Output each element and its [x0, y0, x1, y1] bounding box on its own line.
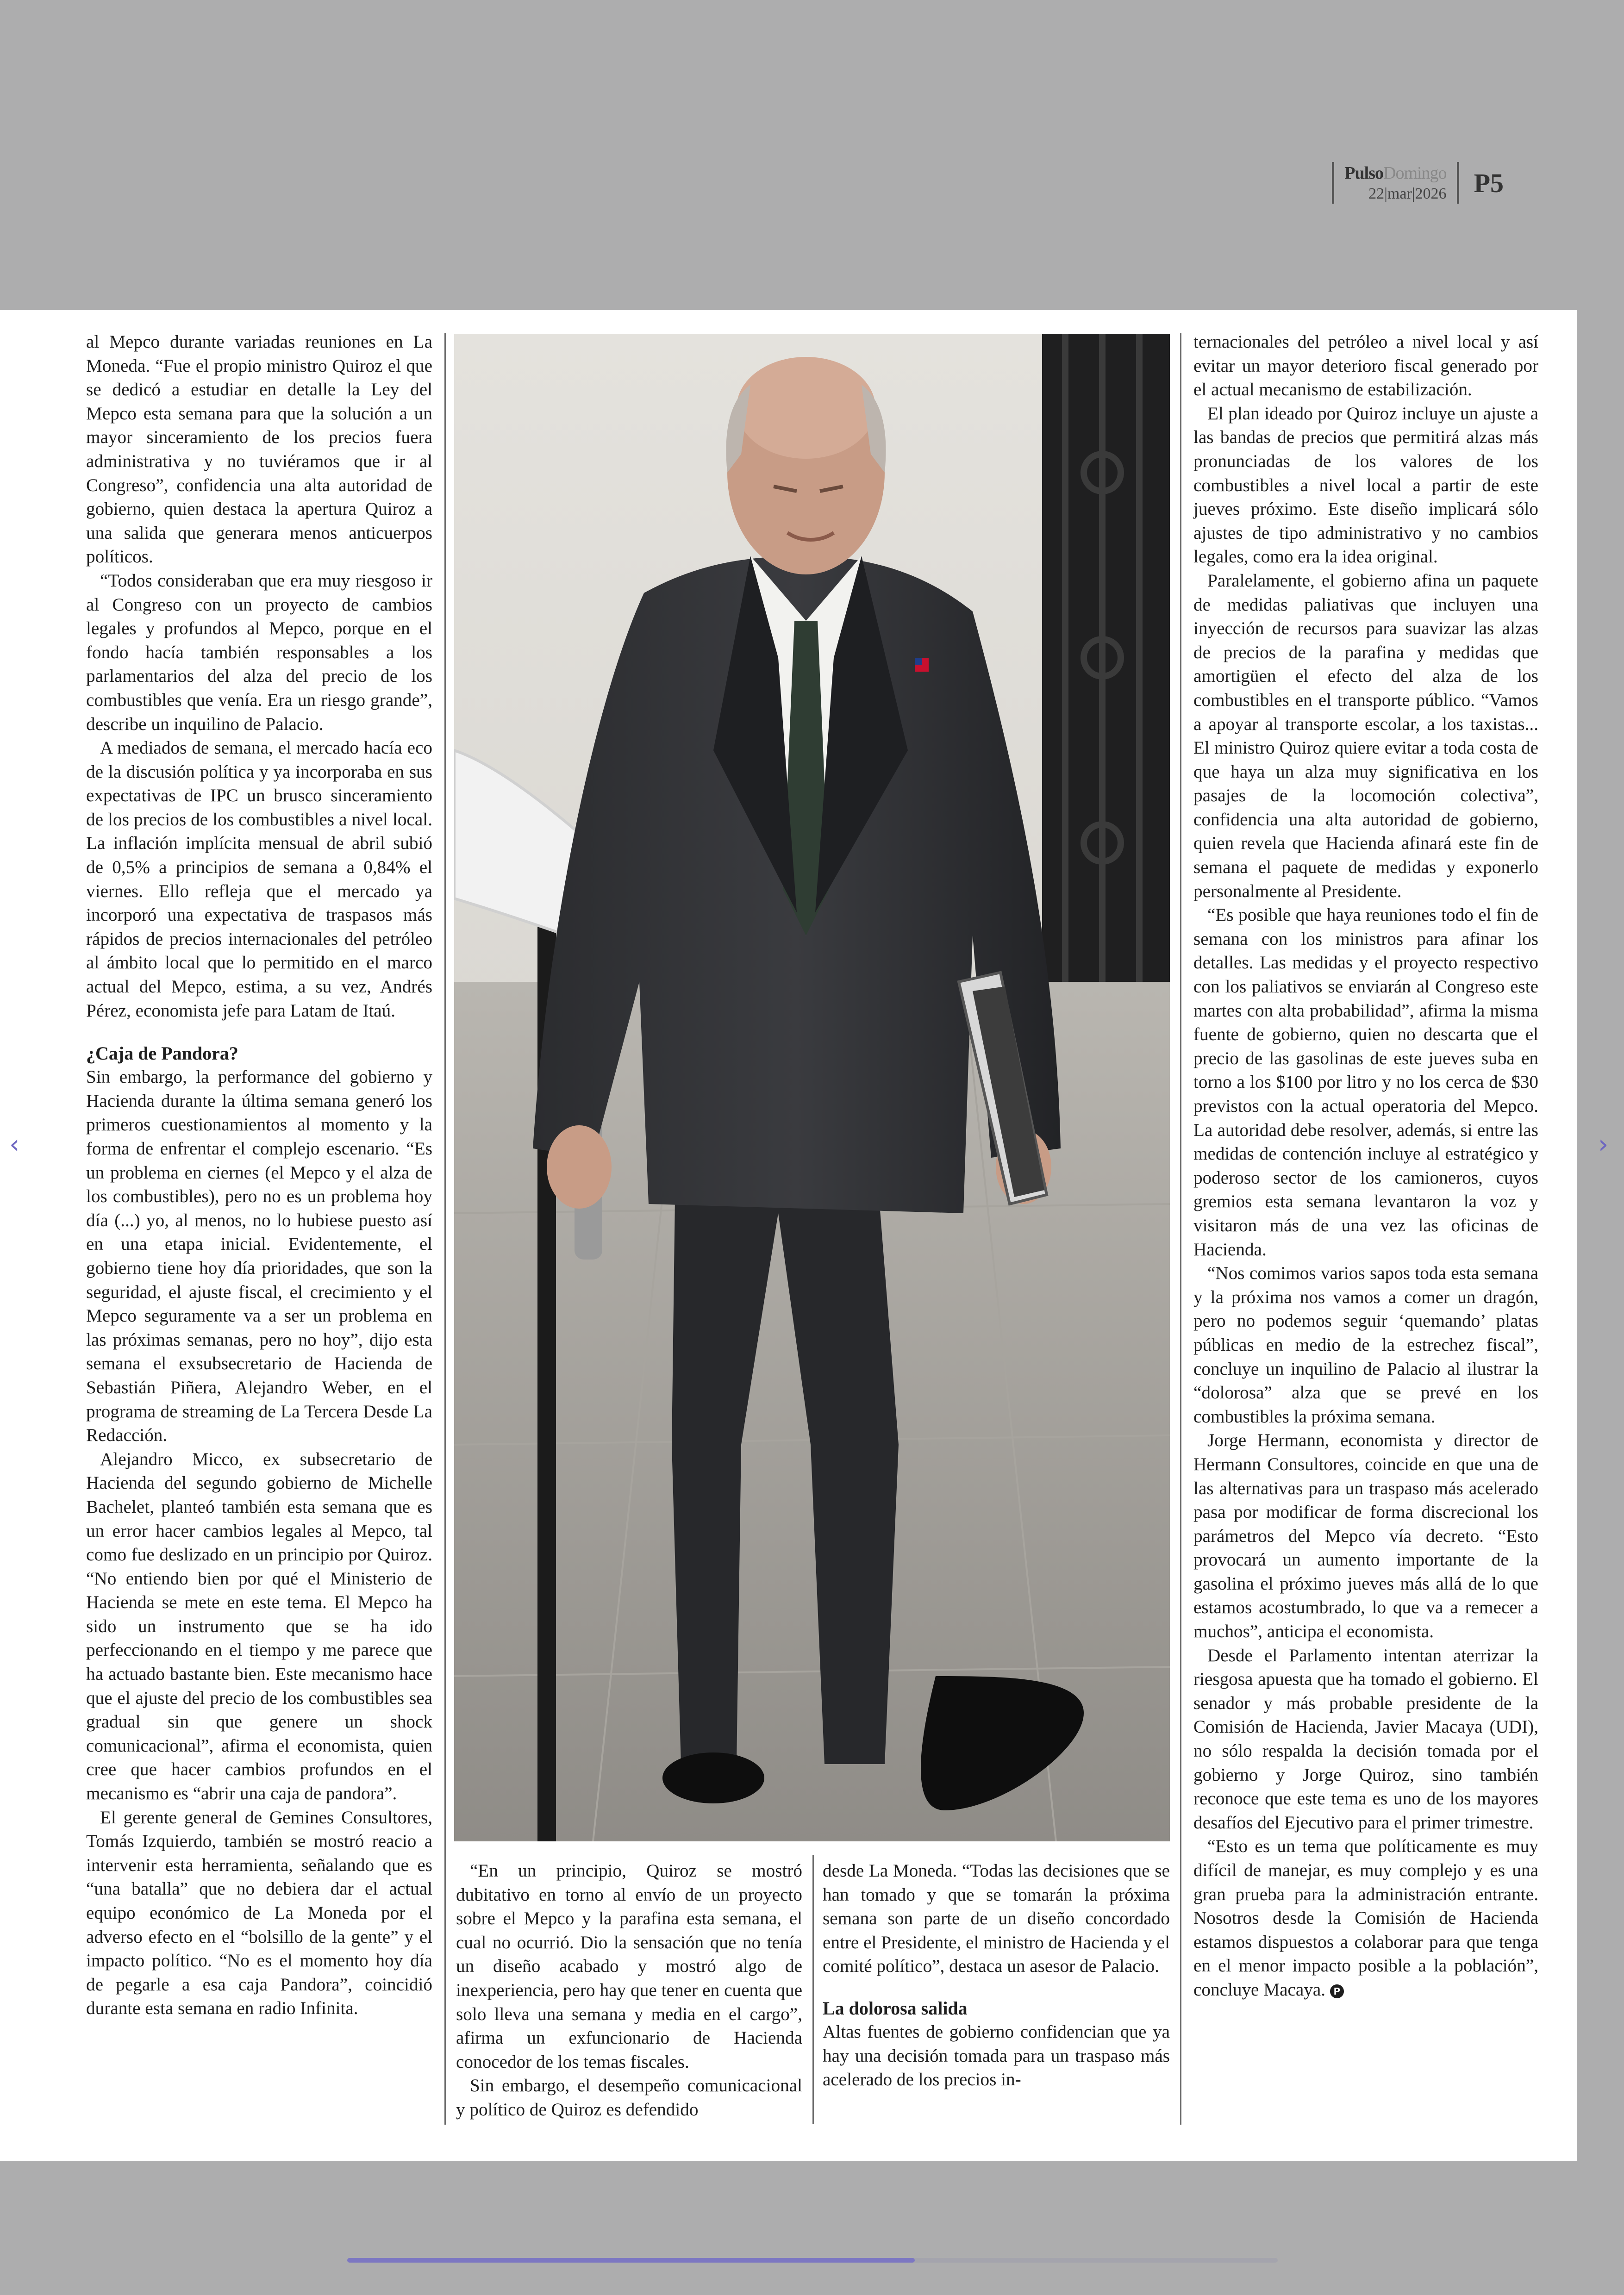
column-3-paragraphs — [823, 1859, 1170, 1978]
page-number: P5 — [1474, 168, 1504, 198]
paragraph: “Es posible que haya reuniones todo el fin de semana con los ministros para afinar los detalles. Las medidas y el proyecto respectivo con los paliativos se enviarán al Congreso este martes con alta probabilidad”, afirma la misma fuente de gobierno, quien no descarta que el precio de las gasolinas de este jueves suba en torno a los $100 por litro y no los cerca de $30 previstos con la actual operatoria del Mepco. La autoridad debe resolver, además, si entre las medidas de contención incluye al estratégico y poderoso sector de los camioneros, cuyos gremios esta semana levantaron la voz y visitaron más de una vez las oficinas de Hacienda. — [1193, 905, 1538, 1260]
paragraph: Alejandro Micco, ex subsecretario de Hacienda del segundo gobierno de Michelle Bachelet, planteó también esta semana que es un error hacer cambios legales al Mepco, tal como fue deslizado en un principio por Quiroz. “No entiendo bien por qué el Ministerio de Hacienda se mete en este tema. El Mepco ha sido un instrumento que se ha ido perfeccionando en el tiempo y me parece que ha actuado bastante bien. Este mecanismo hace que el ajuste del precio de los combustibles sea gradual sin que genere un shock comunicacional”, afirma el economista, quien cree que hacer cambios profundos en el mecanismo es “abrir una caja de pandora”. — [86, 1449, 432, 1804]
page-header — [0, 0, 1624, 310]
paragraph: Jorge Hermann, economista y director de Hermann Consultores, coincide en que una de las alternativas para un traspaso más acelerado pasa por modificar de forma discrecional los parámetros del Mepco vía decreto. “Esto provocará un aumento importante de la gasolina el próximo jueves más allá de lo que estamos acostumbrado, lo que va a remecer a muchos”, anticipa el economista. — [1193, 1430, 1538, 1642]
article-photo — [454, 334, 1170, 1841]
chevron-left-icon: ‹ — [9, 1129, 20, 1160]
paragraph: A mediados de semana, el mercado hacía eco de la discusión política y ya incorporaba en sus expectativas de IPC un brusco sinceramiento de los precios de los combustibles a nivel local. La inflación implícita mensual de abril subió de 0,5% a principios de semana a 0,84% el viernes. Ello refleja que el mercado ya incorporó una expectativa de traspasos más rápidos de precios internacionales del petróleo al ámbito local que lo permitido en el marco actual del Mepco, estima, a su vez, Andrés Pérez, economista jefe para Latam de Itaú. — [86, 738, 432, 1021]
column-rule-1 — [444, 333, 446, 2125]
article-column-2 — [456, 1859, 802, 2122]
page-scrollbar-thumb[interactable] — [347, 2258, 915, 2263]
paragraph: El gerente general de Gemines Consultores, Tomás Izquierdo, también se mostró reacio a intervenir esta herramienta, señalando que es “una batalla” que no debiera dar el actual equipo económico de La Moneda por el adverso efecto en el “bolsillo de la gente” y el impacto político. “No es el momento hoy día de pegarle a esa caja Pandora”, coincidió durante esta semana en radio Infinita. — [86, 1807, 432, 2019]
paragraph: Altas fuentes de gobierno confidencian que ya hay una decisión tomada para un traspaso más acelerado de los precios in- — [823, 2021, 1170, 2090]
masthead-date: 22|mar|2026 — [1368, 185, 1447, 202]
paragraph: Sin embargo, el desempeño comunicacional y político de Quiroz es defendido — [456, 2076, 802, 2120]
photo-man-walking — [454, 334, 1170, 1841]
subhead-la-dolorosa-salida: La dolorosa salida — [823, 1997, 968, 2019]
masthead-name-light: Domingo — [1383, 163, 1447, 183]
next-page-button[interactable] — [1598, 1129, 1608, 1160]
paragraph: El plan ideado por Quiroz incluye un ajuste a las bandas de precios que permitirá alzas más pronunciadas de los valores de los combustibles a nivel local a partir de este jueves próximo. Este diseño implicará sólo ajustes de tipo administrativo y no cambios legales, como era la idea original. — [1193, 403, 1538, 567]
end-of-article-mark: P — [1330, 1984, 1344, 1998]
paragraph: ternacionales del petróleo a nivel local y así evitar un mayor deterioro fiscal generado por el actual mecanismo de estabilización. — [1193, 332, 1538, 400]
paragraph: Paralelamente, el gobierno afina un paquete de medidas paliativas que incluyen una inyección de recursos para suavizar las alzas de precios de la parafina y medidas que amortigüen el efecto del alza de los combustibles en el transporte público. “Vamos a apoyar al transporte escolar, a los taxistas... El ministro Quiroz quiere evitar a toda costa de que haya un alza muy significativa en los pasajes de la locomoción colectiva”, confidencia una alta autoridad de gobierno, quien revela que Hacienda afinará este fin de semana el paquete de medidas y exponerlo personalmente al Presidente. — [1193, 570, 1538, 901]
masthead — [1322, 162, 1504, 204]
paragraph: desde La Moneda. “Todas las decisiones que se han tomado y que se tomarán la próxima semana son parte de un diseño concordado entre el Presidente, el ministro de Hacienda y el comité político”, destaca un asesor de Palacio. — [823, 1861, 1170, 1977]
masthead-names — [1344, 163, 1446, 203]
paragraph: “Nos comimos varios sapos toda esta semana y la próxima nos vamos a comer un dragón, pero no podemos seguir ‘quemando’ platas públicas en medio de la estrechez fiscal”, concluye un inquilino de Palacio al ilustrar la “dolorosa” alza que se prevé en los combustibles la próxima semana. — [1193, 1263, 1538, 1427]
chevron-right-icon: › — [1598, 1129, 1609, 1160]
article-column-4 — [1193, 330, 1538, 2002]
column-1-paragraphs — [86, 330, 432, 1023]
masthead-divider-2 — [1457, 162, 1459, 204]
column-4-paragraphs — [1193, 330, 1538, 2002]
article-column-3 — [823, 1859, 1170, 2092]
paragraph: Desde el Parlamento intentan aterrizar la riesgosa apuesta que ha tomado el gobierno. El senador y más probable presidente de la Comisión de Hacienda, Javier Macaya (UDI), no sólo respalda la decisión tomada por el gobierno y Jorge Quiroz, sino también reconoce que este tema es uno de los mayores desafíos del Ejecutivo para el primer trimestre. — [1193, 1645, 1538, 1833]
masthead-divider — [1332, 162, 1334, 204]
column-3b-paragraphs — [823, 2020, 1170, 2092]
column-2-paragraphs — [456, 1859, 802, 2122]
column-rule-2 — [812, 1855, 814, 2124]
paragraph: “En un principio, Quiroz se mostró dubitativo en torno al envío de un proyecto sobre el Mepco y la parafina esta semana, el cual no ocurrió. Dio la sensación que no tenía un diseño acabado y mostró algo de inexperiencia, pero hay que tener en cuenta que solo lleva una semana y media en el cargo”, afirma un exfuncionario de Hacienda conocedor de los temas fiscales. — [456, 1861, 802, 2072]
previous-page-button[interactable] — [9, 1129, 19, 1160]
paragraph: “Todos consideraban que era muy riesgoso ir al Congreso con un proyecto de cambios legales y profundos al Mepco, porque en el fondo hacía también responsables a los parlamentarios del alza del precio de los combustibles que venía. Era un riesgo grande”, describe un inquilino de Palacio. — [86, 570, 432, 734]
column-rule-3 — [1180, 333, 1181, 2125]
masthead-name-bold: Pulso — [1344, 163, 1383, 183]
paragraph: al Mepco durante variadas reuniones en La Moneda. “Fue el propio ministro Quiroz el que se dedicó a estudiar en detalle la Ley del Mepco esta semana para que la solución a un mayor sinceramiento de los precios fuera administrativa y no tuviéramos que ir al Congreso”, confidencia una alta autoridad de gobierno, quien destaca la apertura Quiroz a una salida que generara menos anticuerpos políticos. — [86, 332, 432, 567]
paragraph: “Esto es un tema que políticamente es muy difícil de manejar, es muy complejo y es una gran prueba para la administración entrante. Nosotros desde la Comisión de Hacienda estamos dispuestos a colaborar para que tenga en el menor impacto posible a la población”, concluye Macaya. P — [1193, 1836, 1538, 2000]
column-1b-paragraphs — [86, 1065, 432, 2021]
paragraph: Sin embargo, la performance del gobierno y Hacienda durante la última semana generó los primeros cuestionamientos al momento y la forma de enfrentar el complejo escenario. “Es un problema en ciernes (el Mepco y el alza de los combustibles), pero no es un problema hoy día (...) yo, al menos, no lo hubiese puesto así en una etapa inicial. Evidentemente, el gobierno tiene hoy día prioridades, que son la seguridad, el ajuste fiscal, el crecimiento y el Mepco seguramente va a ser un problema en las próximas semanas, pero no hoy”, dijo esta semana el exsubsecretario de Hacienda de Sebastián Piñera, Alejandro Weber, en el programa de streaming de La Tercera Desde La Redacción. — [86, 1067, 432, 1446]
article-column-1 — [86, 330, 432, 2021]
subhead-caja-de-pandora: ¿Caja de Pandora? — [86, 1043, 238, 1064]
